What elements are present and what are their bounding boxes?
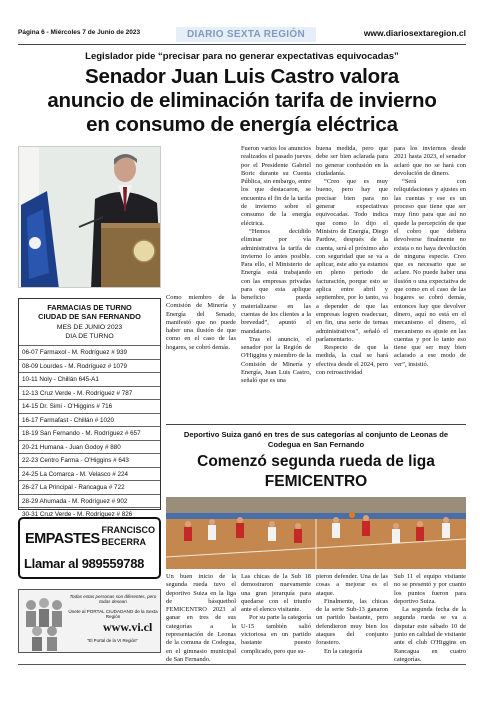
- photo-caption: Como miembro de la Comisión de Minería y Energía del Senado, manifestó que no puede haber una ilusión de que como en el caso de las hogares, se cobró demás.: [166, 294, 236, 351]
- paragraph: En la categoría: [324, 647, 363, 655]
- paragraph: “Creo que es muy bueno, pero hay que precisar bien para no generar expectativas equivocadas. Todo indica que como lo dijo el Ministro de Energía, Diego Pardow, después de la cuenta, será el próximo año con seguridad que se va a aplicar, este año ya estamos en pleno periodo de facturación, porque esto se aplica entre abril y septiembre, por lo tanto, va a depender de que las empresas logren readecuar, en fin, una serie de temas administrativos”, señaló el parlamentario.: [316, 178, 388, 343]
- main-headline-line-2: anuncio de eliminación tarifa de invierno: [47, 89, 437, 112]
- paragraph: La segunda fecha de la segunda rueda se va a disputar este sábado 10 de junio en calidad de visitante ante el club O'Higgins en Rancagua en cuatro categorías.: [394, 606, 466, 663]
- pharmacy-month: MES DE JUNIO 2023: [56, 324, 123, 331]
- pharmacy-row: 18-19 San Fernando - M. Rodríguez # 657: [19, 426, 160, 440]
- pharmacy-row: 28-29 Ahumada - M. Rodríguez # 902: [19, 494, 160, 508]
- pharmacy-title-line-1: FARMACIAS DE TURNO: [47, 303, 132, 312]
- pharmacy-row: 22-23 Centro Farma - O'Higgins # 643: [19, 453, 160, 467]
- newspaper-brand: DIARIO SEXTA REGIÓN: [176, 27, 316, 42]
- paragraph: Sub 11 el equipo visitante no se presentó y por cuanto los puntos fueron para deportivo Suiza.: [394, 573, 466, 605]
- paragraph: “Será con reliquidaciones y ajustes en las cuentas y ese es un proceso que tiene que ser muy fino para que así no quede la percepción de que el cobro que debiera devolverse finalmente no exista o no haya devolución de ninguna especie. Creo que es necesario que se aclare. No puede haber una ilusión o una expectativa de que como en el caso de las hogares se cobró demás, entonces hay que devolver dinero, aquí no está en el mecanismo el dinero, el mecanismo es ajuste en las cuentas y por lo tanto eso tiene que ser muy bien aclarado a ese modo de ver”, insistió.: [394, 178, 466, 368]
- sports-headline-line-1: Comenzó segunda rueda de liga: [197, 453, 435, 470]
- main-column-3: [394, 145, 466, 369]
- empastes-ad: [18, 517, 161, 579]
- ad-portal-slogan: "El Portal de la VI Región": [87, 638, 138, 643]
- paragraph: buena medida, pero que debe ser bien aclarada para no generar confusión en la ciudadanía.: [316, 145, 388, 177]
- ad-service: EMPASTES: [25, 531, 100, 547]
- paragraph: Fueron varios los anuncios realizados el pasado jueves por el Presidente Gabriel Boric durante su Cuenta Pública, sin embargo, entre los que destacaron, se encuentra el fin de la tarifa de invierno sobre el consumo de la energía eléctrica.: [241, 145, 311, 227]
- paragraph: para los inviernos desde 2021 hasta 2023, el senador aclaró que no se hará con devolución de dinero.: [394, 145, 466, 177]
- paragraph: Respecto de que la medida, la cual se hará efectiva desde el 2024, pero con retroactividad: [316, 344, 388, 377]
- pharmacy-row: 20-21 Humana - Juan Godoy # 880: [19, 440, 160, 454]
- ad-name-first: FRANCISCO: [101, 525, 155, 535]
- ad-phone: Llamar al 989559788: [24, 556, 145, 571]
- pharmacy-row: 08-09 Lourdes - M. Rodríguez # 1079: [19, 359, 160, 373]
- sports-kicker-line-2: Codegua en San Fernando: [267, 440, 365, 449]
- pharmacy-schedule: [18, 298, 161, 519]
- site-url[interactable]: www.diariosextaregion.cl: [363, 28, 466, 38]
- portal-ad: [18, 589, 161, 653]
- pharmacy-subtitle: [19, 321, 160, 345]
- section-rule: [166, 424, 466, 425]
- ad-name-last: BECERRA: [101, 537, 146, 547]
- sports-column-2: [241, 573, 311, 656]
- sports-column-1: [166, 573, 236, 664]
- paragraph: Un buen inicio de la segunda rueda tuvo el deportivo Suiza en la liga de básquetbol FEMICENTRO 2023 al ganar en tres de sus categorías a la representación de Leonas de la comuna de Codegua, en el gimnasio municipal de San Fernando.: [166, 573, 236, 663]
- main-headline-line-3: en consumo de energía eléctrica: [86, 113, 398, 136]
- pharmacy-row: 24-25 La Comarca - M. Velasco # 224: [19, 467, 160, 481]
- pharmacy-row: 26-27 La Principal - Rancagua # 722: [19, 480, 160, 494]
- senator-photo: [18, 146, 161, 288]
- people-icon: [21, 591, 67, 653]
- pharmacy-row: 30-31 Cruz Verde - M. Rodríguez # 826: [19, 507, 160, 521]
- main-column-2: [316, 145, 388, 377]
- main-headline-line-1: Senador Juan Luis Castro valora: [85, 65, 399, 88]
- pharmacy-row: 12-13 Cruz Verde - M. Rodríguez # 787: [19, 386, 160, 400]
- pharmacy-title-line-2: CIUDAD DE SAN FERNANDO: [38, 312, 141, 321]
- pharmacy-row: 16-17 Farmafast - Chillán # 1020: [19, 413, 160, 427]
- pharmacy-row: 10-11 Noly - Chillán 645-A1: [19, 372, 160, 386]
- sports-headline: [166, 452, 466, 492]
- ad-portal-mid-text: Únete al PORTAL CIUDADANO de la Sexta Región: [68, 609, 158, 619]
- paragraph: Por su parte la categoría U-15 también salió victoriosa en un partido bastante puesto complicado, pero que su-: [241, 614, 311, 655]
- pharmacy-row: 14-15 Dr. Simi - O'Higgins # 716: [19, 399, 160, 413]
- paragraph: Tras el anuncio, el senador por la Región de O'Higgins y miembro de la Comisión de Minería y Energía, Juan Luis Castro, señaló que es una: [241, 335, 311, 385]
- sports-column-4: [394, 573, 466, 664]
- paragraph: “Hemos decidido eliminar por vía administrativa la tarifa de invierno lo antes posible. Para ello, el Ministerio de Energía está trabajando con las empresas privadas para que esta aplique beneficio pueda materializarse en las cuentas de los clientes a la brevedad”, apuntó el mandatario.: [241, 227, 311, 335]
- paragraph: Las chicas de la Sub 18 demostraron nuevamente una gran jerarquía para quedarse con el triunfo ante el elenco visitante.: [241, 573, 311, 614]
- ad-portal-website[interactable]: www.vi.cl: [103, 620, 153, 634]
- sports-kicker: [166, 430, 466, 450]
- ad-portal-top-text: Todas estas personas son diferentes, pero todas desean: [69, 594, 157, 604]
- sports-headline-line-2: FEMICENTRO: [264, 473, 368, 490]
- footer-rule: [18, 664, 466, 665]
- page-info: Página 6 - Miércoles 7 de Junio de 2023: [18, 29, 141, 36]
- sports-kicker-line-1: Deportivo Suiza ganó en tres de sus categorías al conjunto de Leonas de: [183, 430, 449, 439]
- basketball-photo: [166, 497, 466, 569]
- pharmacy-day-label: DIA DE TURNO: [65, 332, 114, 340]
- paragraph: pieron defender. Una de las cosas a mejorar es el ataque.: [316, 573, 388, 597]
- pharmacy-row: 06-07 Farmaxol - M. Rodríguez # 939: [19, 345, 160, 359]
- sports-column-3: [316, 573, 388, 656]
- paragraph: Finalmente, las chicas de la serie Sub-13 ganaron un partido bastante, pero defendieron muy bien los ataques del conjunto forastero.: [316, 597, 388, 647]
- main-column-1: [241, 145, 311, 386]
- main-kicker: Legislador pide “precisar para no generar expectativas equivocadas”: [85, 51, 399, 62]
- masthead: [18, 27, 466, 43]
- pharmacy-title: [19, 299, 160, 321]
- header-rule: [18, 44, 466, 45]
